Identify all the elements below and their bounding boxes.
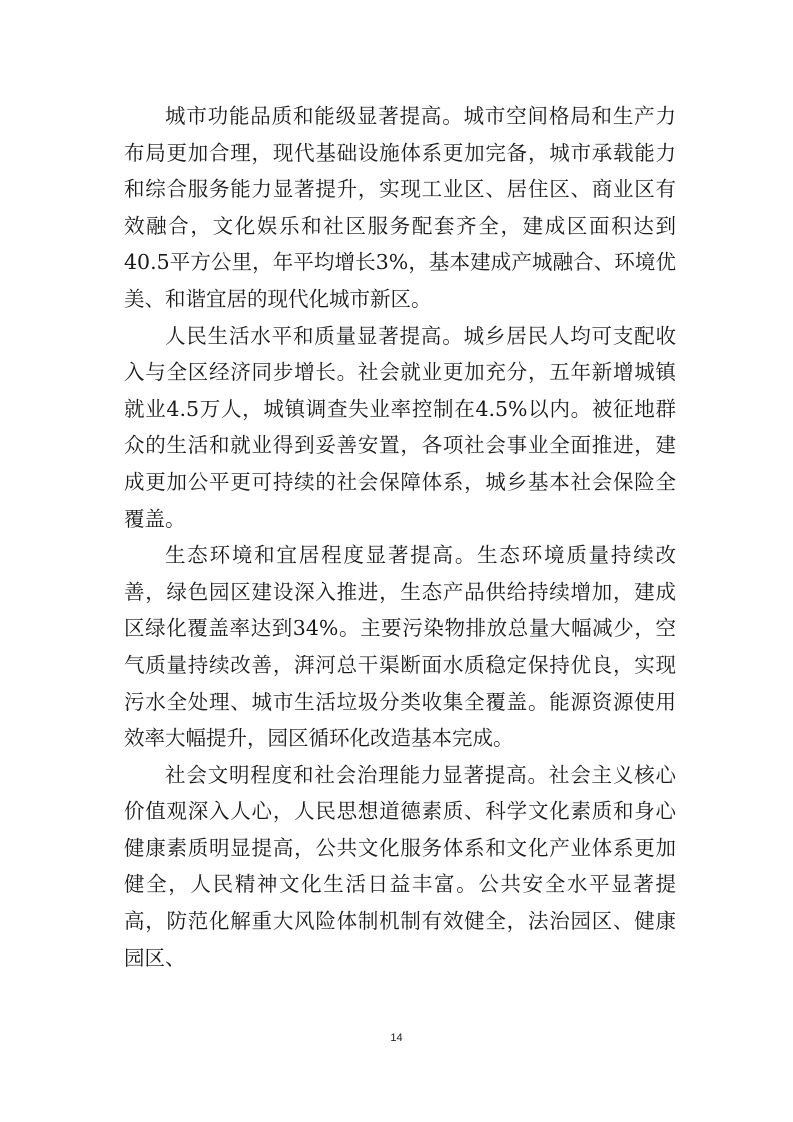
paragraph-civilization [124, 757, 676, 977]
page-number: 14 [390, 1032, 403, 1044]
paragraph-body: 生态环境质量持续改善，绿色园区建设深入推进，生态产品供给持续增加，建成区绿化覆盖率达到34%。主要污染物排放总量大幅减少，空气质量持续改善，湃河总干渠断面水质稳定保持优良，实现污水全处理、城市生活垃圾分类收集全覆盖。能源资源使用效率大幅提升，园区循环化改造基本完成。 [124, 543, 677, 751]
paragraph-body: 城乡居民人均可支配收入与全区经济同步增长。社会就业更加充分，五年新增城镇就业4.5万人，城镇调查失业率控制在4.5%以内。被征地群众的生活和就业得到妥善安置，各项社会事业全面推进，建成更加公平更可持续的社会保障体系，城乡基本社会保险全覆盖。 [124, 323, 677, 531]
paragraph-body: 社会主义核心价值观深入人心，人民思想道德素质、科学文化素质和身心健康素质明显提高，公共文化服务体系和文化产业体系更加健全，人民精神文化生活日益丰富。公共安全水平显著提高，防范化解重大风险体制机制有效健全，法治园区、健康园区、 [124, 762, 677, 970]
paragraph-heading: 生态环境和宜居程度显著提高。 [165, 543, 478, 568]
paragraph-heading: 城市功能品质和能级显著提高。 [165, 104, 464, 128]
paragraph-heading: 人民生活水平和质量显著提高。 [165, 323, 464, 348]
paragraph-ecology [124, 537, 676, 757]
paragraph-living-standards [124, 318, 676, 538]
body-text [124, 98, 676, 976]
paragraph-heading: 社会文明程度和社会治理能力显著提高。 [165, 762, 549, 787]
paragraph-body: 城市空间格局和生产力布局更加合理，现代基础设施体系更加完备，城市承载能力和综合服务能力显著提升，实现工业区、居住区、商业区有效融合，文化娱乐和社区服务配套齐全，建成区面积达到40.5平方公里，年平均增长3%，基本建成产城融合、环境优美、和谐宜居的现代化城市新区。 [124, 104, 677, 311]
paragraph-urban-function [124, 98, 676, 318]
